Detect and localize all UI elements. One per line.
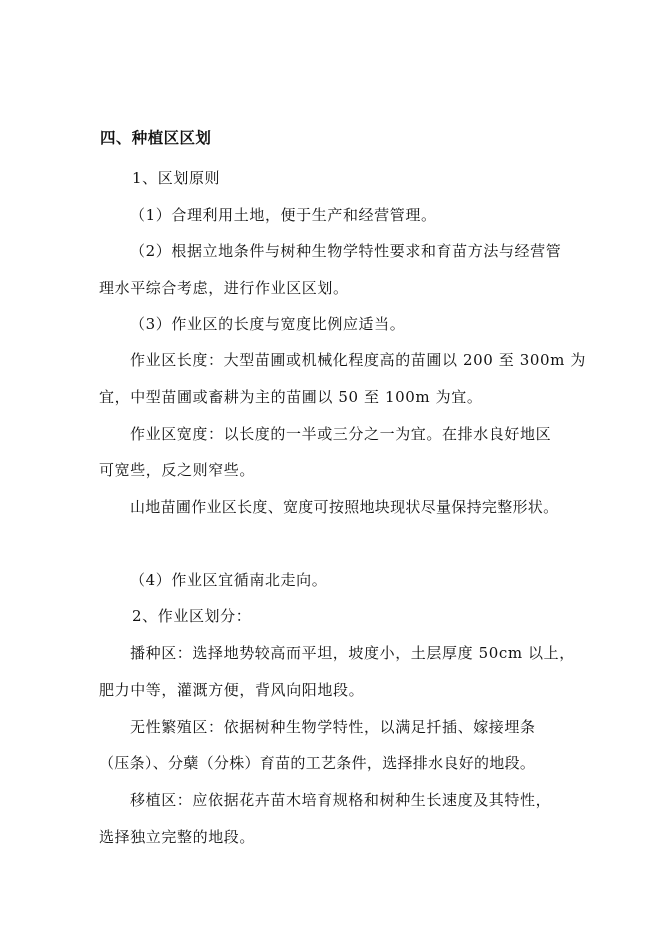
- paragraph-line: 选择独立完整的地段。: [99, 828, 256, 846]
- paragraph-line: 移植区：应依据花卉苗木培育规格和树种生长速度及其特性，: [130, 791, 552, 809]
- paragraph-line: 肥力中等，灌溉方便，背风向阳地段。: [99, 681, 365, 699]
- paragraph-line: 无性繁殖区：依据树种生物学特性，以满足扦插、嫁接埋条: [130, 718, 536, 736]
- paragraph-line: （压条）、分蘖（分株）育苗的工艺条件，选择排水良好的地段。: [99, 754, 536, 772]
- paragraph-line: 作业区宽度：以长度的一半或三分之一为宜。在排水良好地区: [130, 425, 552, 443]
- paragraph-line: 理水平综合考虑，进行作业区区划。: [99, 279, 349, 297]
- paragraph-line: 山地苗圃作业区长度、宽度可按照地块现状尽量保持完整形状。: [130, 498, 559, 516]
- paragraph-line: （4）作业区宜循南北走向。: [130, 571, 328, 589]
- paragraph-line: （3）作业区的长度与宽度比例应适当。: [130, 315, 406, 333]
- paragraph-line: 可宽些，反之则窄些。: [99, 461, 256, 479]
- section-title: 四、种植区区划: [100, 128, 212, 147]
- paragraph-line: （1）合理利用土地，便于生产和经营管理。: [130, 206, 437, 224]
- paragraph-line: 作业区长度：大型苗圃或机械化程度高的苗圃以 200 至 300m 为: [130, 351, 586, 369]
- paragraph-line: （2）根据立地条件与树种生物学特性要求和育苗方法与经营管: [130, 242, 562, 260]
- paragraph-line: 宜，中型苗圃或畜耕为主的苗圃以 50 至 100m 为宜。: [99, 388, 483, 406]
- subsection-heading: 2、作业区划分：: [132, 607, 252, 625]
- paragraph-line: 播种区：选择地势较高而平坦，坡度小，土层厚度 50cm 以上，: [130, 644, 575, 662]
- subsection-heading: 1、区划原则: [132, 169, 221, 187]
